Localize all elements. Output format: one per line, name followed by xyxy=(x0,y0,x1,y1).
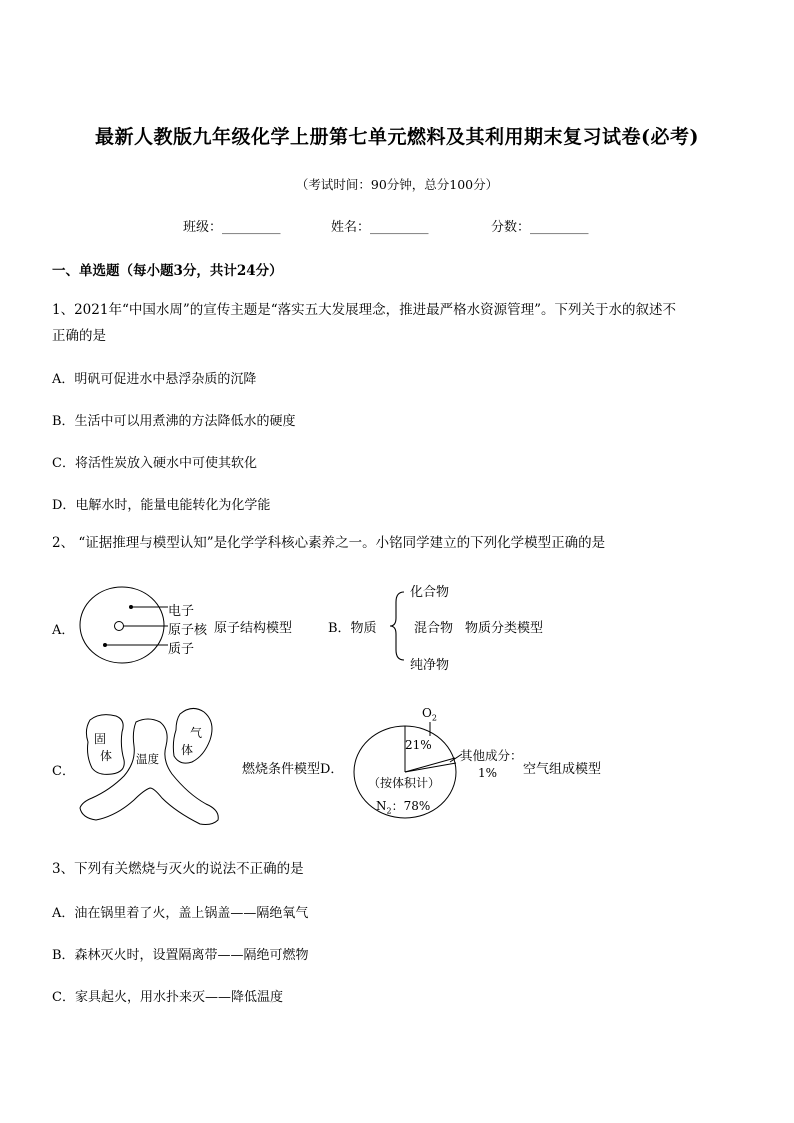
o2-label: $O_2$ xyxy=(422,706,437,723)
question-2-option-c-label: C． xyxy=(52,764,75,779)
atom-structure-diagram xyxy=(78,585,168,665)
question-1-line-2: 正确的是 xyxy=(52,328,106,344)
combustion-caption: 燃烧条件模型D． xyxy=(242,762,344,777)
others-label: 其他成分： xyxy=(460,748,523,763)
n2-label: $N_2$：78% xyxy=(376,799,431,816)
class-field: 班级：_________ xyxy=(183,220,281,235)
section-heading: 一、单选题（每小题3分，共计24分） xyxy=(52,263,283,279)
solid-char-2: 体 xyxy=(100,749,113,763)
air-composition-caption: 空气组成模型 xyxy=(523,762,602,777)
electron-label: 电子 xyxy=(168,604,195,619)
score-field: 分数：_________ xyxy=(491,220,589,235)
volume-note: （按体积计） xyxy=(368,776,441,790)
question-3-stem: 3、下列有关燃烧与灭火的说法不正确的是 xyxy=(52,861,304,877)
exam-subtitle: （考试时间：90分钟，总分100分） xyxy=(295,177,499,192)
question-2-option-a-label: A． xyxy=(52,623,75,638)
question-3-option-c: C．家具起火，用水扑来灭——降低温度 xyxy=(52,990,283,1005)
question-1-option-b: B．生活中可以用煮沸的方法降低水的硬度 xyxy=(52,414,296,429)
nucleus-label: 原子核 xyxy=(168,623,208,638)
question-3-option-a: A．油在锅里着了火，盖上锅盖——隔绝氧气 xyxy=(52,906,309,921)
classification-caption: 物质分类模型 xyxy=(465,621,544,636)
others-percent: 1% xyxy=(478,766,498,780)
question-1-line-1: 1、2021年“中国水周”的宣传主题是“落实五大发展理念，推进最严格水资源管理”。下列关于水的叙述不 xyxy=(52,302,677,318)
temperature-label: 温度 xyxy=(136,752,159,766)
name-field: 姓名：_________ xyxy=(331,220,429,235)
atom-model-caption: 原子结构模型 xyxy=(214,621,293,636)
mixture-label: 混合物 xyxy=(414,621,454,636)
question-1-option-c: C．将活性炭放入硬水中可使其软化 xyxy=(52,456,257,471)
compound-label: 化合物 xyxy=(410,585,450,600)
question-2-option-b-label: B．物质 xyxy=(328,621,377,636)
o2-percent: 21% xyxy=(405,738,432,752)
curly-brace xyxy=(388,590,408,662)
pure-substance-label: 纯净物 xyxy=(410,658,450,673)
solid-char-1: 固 xyxy=(94,732,107,746)
nucleus-circle xyxy=(115,622,124,631)
proton-label: 质子 xyxy=(168,642,195,657)
question-1-option-d: D．电解水时，能量电能转化为化学能 xyxy=(52,498,271,513)
gas-char-1: 气 xyxy=(190,726,203,740)
atom-outline xyxy=(80,587,164,663)
page-title: 最新人教版九年级化学上册第七单元燃料及其利用期末复习试卷(必考) xyxy=(95,126,699,148)
question-2-stem: 2、 “证据推理与模型认知”是化学学科核心素养之一。小铭同学建立的下列化学模型正确的是 xyxy=(52,535,606,551)
question-3-option-b: B．森林灭火时，设置隔离带——隔绝可燃物 xyxy=(52,948,309,963)
gas-char-2: 体 xyxy=(181,743,194,757)
question-1-option-a: A．明矾可促进水中悬浮杂质的沉降 xyxy=(52,372,257,387)
